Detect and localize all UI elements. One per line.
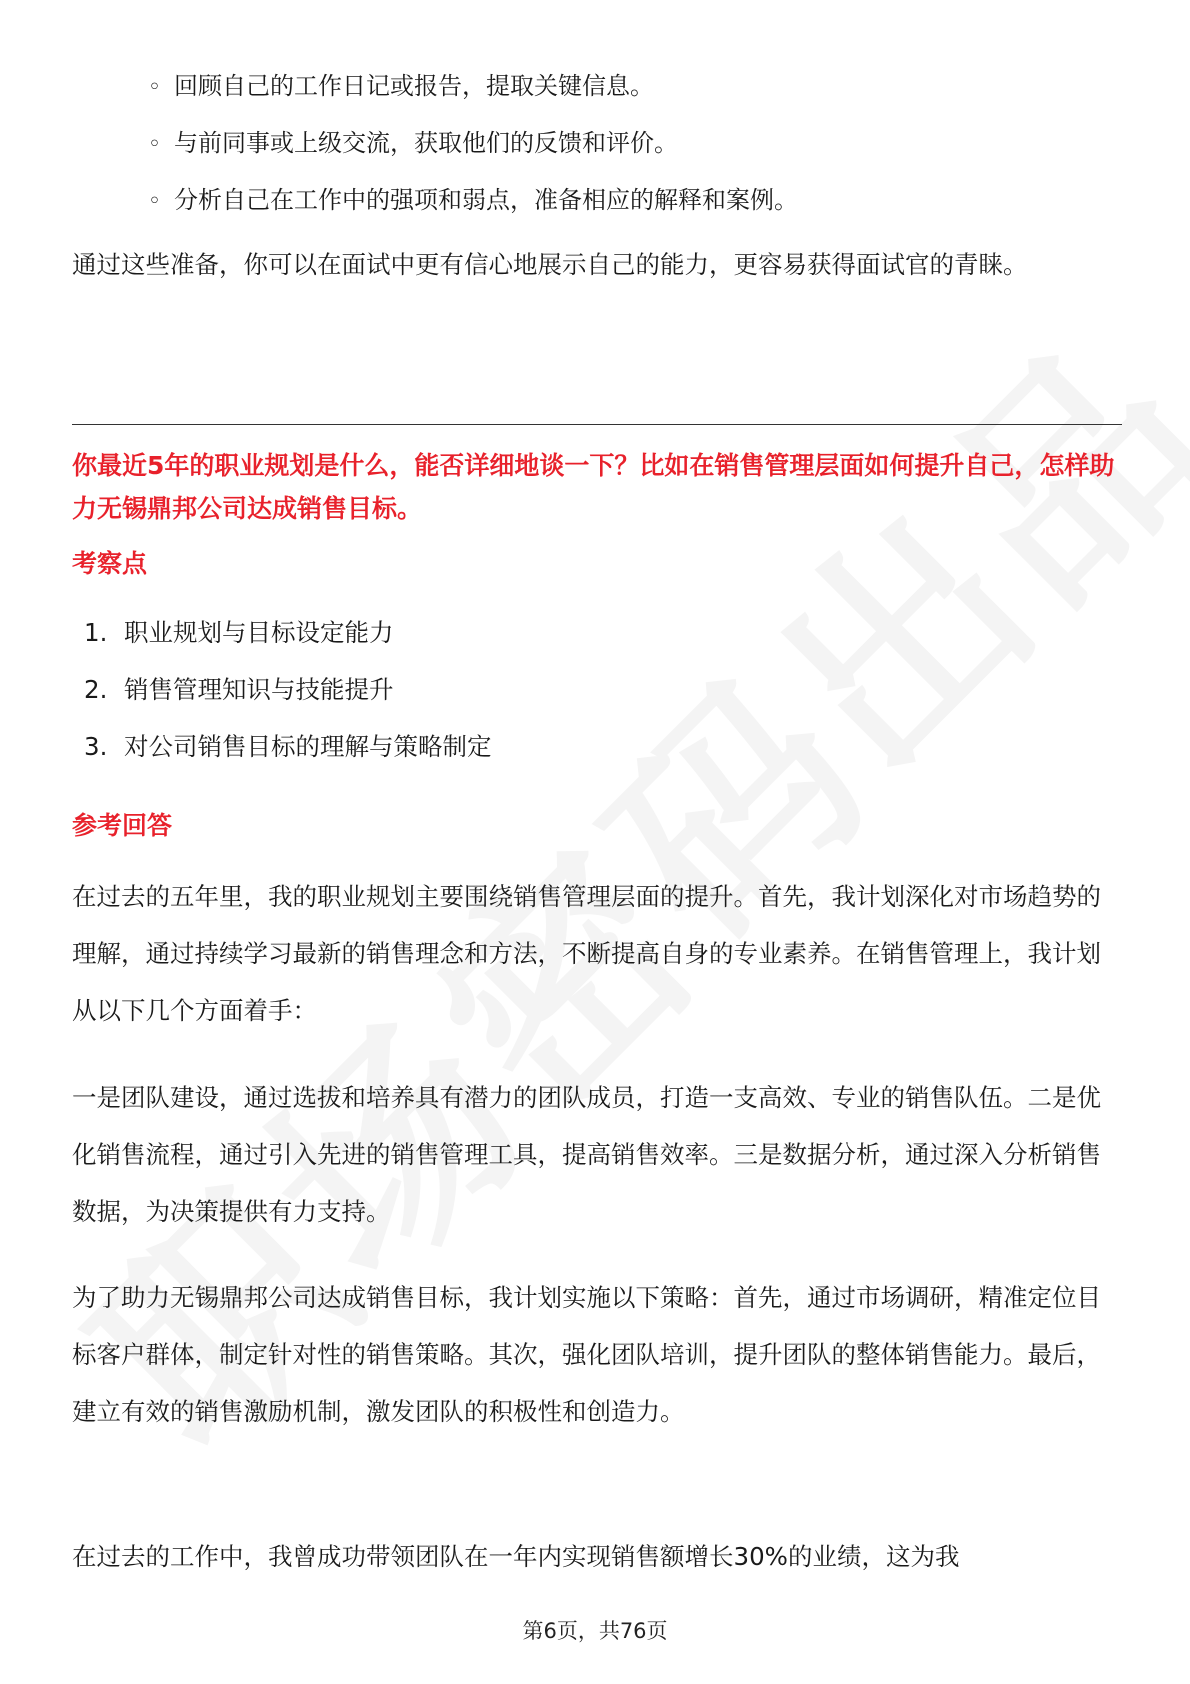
bullet-text: 回顾自己的工作日记或报告，提取关键信息。 [174,72,654,100]
item-text: 职业规划与目标设定能力 [124,618,394,647]
bullet-marker: ◦ [148,189,161,214]
item-number: 3. [84,732,108,761]
list-item [148,115,798,172]
item-text: 销售管理知识与技能提升 [124,675,394,704]
assessment-list [84,604,492,775]
item-number: 1. [84,618,108,647]
bullet-text: 与前同事或上级交流，获取他们的反馈和评价。 [174,129,678,157]
answer-paragraph: 一是团队建设，通过选拔和培养具有潜力的团队成员，打造一支高效、专业的销售队伍。二是优化销售流程，通过引入先进的销售管理工具，提高销售效率。三是数据分析，通过深入分析销售数据，为决策提供有力支持。 [72,1083,1101,1226]
list-item [148,58,798,115]
bullet-marker: ◦ [148,75,161,100]
item-number: 2. [84,675,108,704]
list-item [84,604,492,661]
page-footer: 第6页，共76页 [522,1619,668,1643]
intro-bullet-list [148,58,798,229]
answer-paragraph: 在过去的工作中，我曾成功带领团队在一年内实现销售额增长30%的业绩，这为我 [72,1542,960,1571]
list-item [84,661,492,718]
assessment-heading: 考察点 [72,549,148,578]
interview-question: 你最近5年的职业规划是什么，能否详细地谈一下？比如在销售管理层面如何提升自己，怎样助力无锡鼎邦公司达成销售目标。 [72,451,1115,523]
answer-paragraph: 为了助力无锡鼎邦公司达成销售目标，我计划实施以下策略：首先，通过市场调研，精准定位目标客户群体，制定针对性的销售策略。其次，强化团队培训，提升团队的整体销售能力。最后，建立有效的销售激励机制，激发团队的积极性和创造力。 [72,1283,1101,1426]
closing-paragraph: 通过这些准备，你可以在面试中更有信心地展示自己的能力，更容易获得面试官的青睐。 [72,250,1028,279]
bullet-text: 分析自己在工作中的强项和弱点，准备相应的解释和案例。 [174,186,798,214]
item-text: 对公司销售目标的理解与策略制定 [124,732,492,761]
list-item [148,172,798,229]
list-item [84,718,492,775]
answer-paragraph: 在过去的五年里，我的职业规划主要围绕销售管理层面的提升。首先，我计划深化对市场趋势的理解，通过持续学习最新的销售理念和方法，不断提高自身的专业素养。在销售管理上，我计划从以下几个方面着手： [72,882,1101,1025]
answer-heading: 参考回答 [72,811,173,840]
section-divider [72,424,1122,425]
bullet-marker: ◦ [148,132,161,157]
